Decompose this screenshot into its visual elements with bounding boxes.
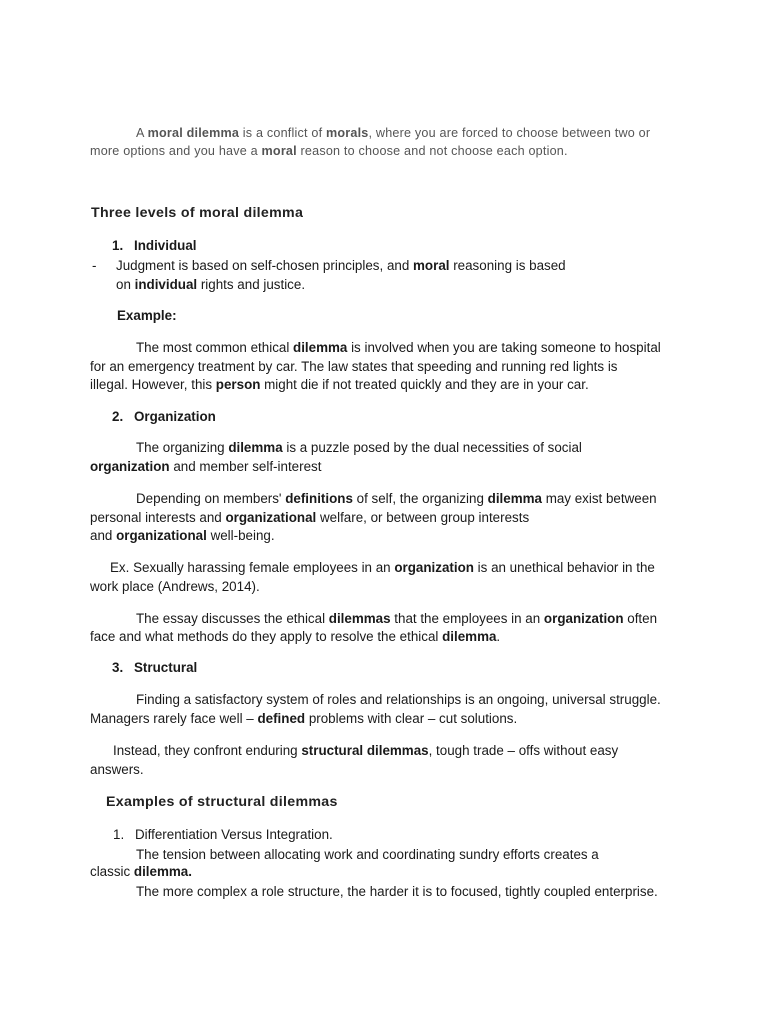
definitions-line-3: and organizational well-being. <box>90 528 275 543</box>
tension-line-2: classic dilemma. <box>90 864 192 879</box>
tension-line-3: The more complex a role structure, the harder it is to focused, tightly coupled enterprise. <box>136 884 658 899</box>
level-2-title: Organization <box>134 409 216 424</box>
level-1-bullet-line-2: on individual rights and justice. <box>116 277 306 292</box>
heading-structural-examples: Examples of structural dilemmas <box>106 794 338 810</box>
list-number: 2. <box>112 409 124 424</box>
level-1-title: Individual <box>134 238 197 253</box>
organizing-line-1: The organizing dilemma is a puzzle posed by the dual necessities of social <box>136 440 582 455</box>
instead-line-1: Instead, they confront enduring structural dilemmas, tough trade – offs without easy <box>113 743 619 758</box>
essay-line-2: face and what methods do they apply to resolve the ethical dilemma. <box>90 629 501 644</box>
example-item-title: Differentiation Versus Integration. <box>135 827 333 842</box>
structural-line-1: Finding a satisfactory system of roles and relationships is an ongoing, universal struggle. <box>136 692 661 707</box>
level-3-heading <box>112 659 197 677</box>
ex-line-2: work place (Andrews, 2014). <box>90 579 260 594</box>
ex-line-1: Ex. Sexually harassing female employees in an organization is an unethical behavior in the <box>110 560 655 575</box>
example-item-1 <box>113 826 333 844</box>
level-1-bullet-line-1: Judgment is based on self-chosen principles, and moral reasoning is based <box>116 258 566 273</box>
organizing-line-2: organization and member self-interest <box>90 459 322 474</box>
example-line-1: The most common ethical dilemma is involved when you are taking someone to hospital <box>136 340 661 355</box>
example-line-2: for an emergency treatment by car. The law states that speeding and running red lights is <box>90 359 618 374</box>
definitions-line-1: Depending on members' definitions of self, the organizing dilemma may exist between <box>136 491 657 506</box>
tension-line-1: The tension between allocating work and coordinating sundry efforts creates a <box>136 847 599 862</box>
intro-line-1: A moral dilemma is a conflict of morals, where you are forced to choose between two or <box>136 126 651 140</box>
level-2-heading <box>112 408 216 426</box>
list-number: 3. <box>112 660 124 675</box>
level-1-heading <box>112 237 197 255</box>
list-number: 1. <box>113 827 125 842</box>
structural-line-2: Managers rarely face well – defined problems with clear – cut solutions. <box>90 711 518 726</box>
level-3-title: Structural <box>134 660 198 675</box>
example-line-3: illegal. However, this person might die if not treated quickly and they are in your car. <box>90 377 589 392</box>
intro-line-2: more options and you have a moral reason to choose and not choose each option. <box>90 144 568 158</box>
instead-line-2: answers. <box>90 762 144 777</box>
example-label: Example: <box>117 308 177 323</box>
essay-line-1: The essay discusses the ethical dilemmas that the employees in an organization often <box>136 611 658 626</box>
list-number: 1. <box>112 238 124 253</box>
heading-three-levels: Three levels of moral dilemma <box>91 205 304 221</box>
dash-bullet: - <box>92 258 97 273</box>
definitions-line-2: personal interests and organizational welfare, or between group interests <box>90 510 530 525</box>
